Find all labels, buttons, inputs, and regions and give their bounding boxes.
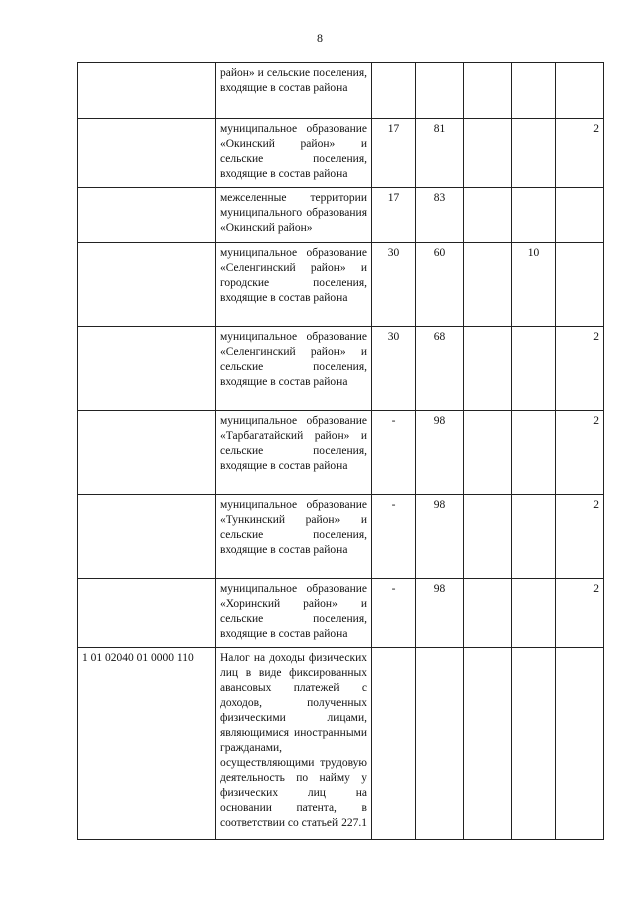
description-cell: Налог на доходы физических лиц в виде фиксированных авансовых платежей с доходов, полученных физическими лицами, являющимися иностранными гражданами, осуществляющими трудовую деятельность по найму у физических лиц на основании патента, в соответствии со статьей 227.1: [216, 648, 372, 840]
table-row: [78, 495, 604, 579]
value-cell: [512, 119, 556, 188]
table-row: [78, 411, 604, 495]
description-cell: муниципальное образование «Тункинский район» и сельские поселения, входящие в состав района: [216, 495, 372, 579]
value-cell: 60: [416, 243, 464, 327]
value-cell: [512, 188, 556, 243]
budget-code-cell: [78, 188, 216, 243]
value-cell: -: [372, 411, 416, 495]
value-cell: 2: [556, 411, 604, 495]
budget-code-cell: [78, 63, 216, 119]
value-cell: [512, 648, 556, 840]
value-cell: [464, 119, 512, 188]
value-cell: [512, 579, 556, 648]
value-cell: -: [372, 579, 416, 648]
table-row: [78, 188, 604, 243]
description-cell: муниципальное образование «Тарбагатайский район» и сельские поселения, входящие в состав района: [216, 411, 372, 495]
table-row: [78, 579, 604, 648]
budget-code-cell: [78, 243, 216, 327]
value-cell: 83: [416, 188, 464, 243]
table-row: [78, 327, 604, 411]
value-cell: 2: [556, 579, 604, 648]
value-cell: [464, 327, 512, 411]
page-number: 8: [317, 31, 323, 45]
description-cell: муниципальное образование «Окинский район» и сельские поселения, входящие в состав района: [216, 119, 372, 188]
description-cell: муниципальное образование «Селенгинский район» и сельские поселения, входящие в состав района: [216, 327, 372, 411]
value-cell: [556, 188, 604, 243]
budget-code-cell: [78, 327, 216, 411]
value-cell: [512, 411, 556, 495]
value-cell: 2: [556, 327, 604, 411]
value-cell: 98: [416, 579, 464, 648]
value-cell: 2: [556, 119, 604, 188]
value-cell: 30: [372, 243, 416, 327]
value-cell: 81: [416, 119, 464, 188]
table-row: [78, 63, 604, 119]
value-cell: [556, 63, 604, 119]
value-cell: 10: [512, 243, 556, 327]
value-cell: [464, 243, 512, 327]
description-cell: муниципальное образование «Хоринский район» и сельские поселения, входящие в состав района: [216, 579, 372, 648]
budget-code-cell: [78, 411, 216, 495]
value-cell: 17: [372, 188, 416, 243]
budget-code-cell: [78, 495, 216, 579]
value-cell: [416, 63, 464, 119]
value-cell: [416, 648, 464, 840]
value-cell: 2: [556, 495, 604, 579]
budget-code-cell: [78, 579, 216, 648]
value-cell: [372, 648, 416, 840]
value-cell: [512, 495, 556, 579]
value-cell: 30: [372, 327, 416, 411]
value-cell: -: [372, 495, 416, 579]
value-cell: [464, 411, 512, 495]
value-cell: [464, 495, 512, 579]
value-cell: 68: [416, 327, 464, 411]
value-cell: [464, 648, 512, 840]
description-cell: район» и сельские поселения, входящие в состав района: [216, 63, 372, 119]
table-row: [78, 119, 604, 188]
budget-code-cell: [78, 119, 216, 188]
value-cell: [556, 648, 604, 840]
value-cell: [464, 579, 512, 648]
budget-code-cell: 1 01 02040 01 0000 110: [78, 648, 216, 840]
table-row: [78, 648, 604, 840]
distribution-table: [77, 62, 604, 840]
value-cell: [464, 63, 512, 119]
value-cell: [556, 243, 604, 327]
description-cell: муниципальное образование «Селенгинский район» и городские поселения, входящие в состав района: [216, 243, 372, 327]
value-cell: [512, 63, 556, 119]
table-row: [78, 243, 604, 327]
value-cell: 98: [416, 411, 464, 495]
value-cell: 17: [372, 119, 416, 188]
value-cell: [372, 63, 416, 119]
value-cell: 98: [416, 495, 464, 579]
value-cell: [464, 188, 512, 243]
description-cell: межселенные территории муниципального образования «Окинский район»: [216, 188, 372, 243]
value-cell: [512, 327, 556, 411]
